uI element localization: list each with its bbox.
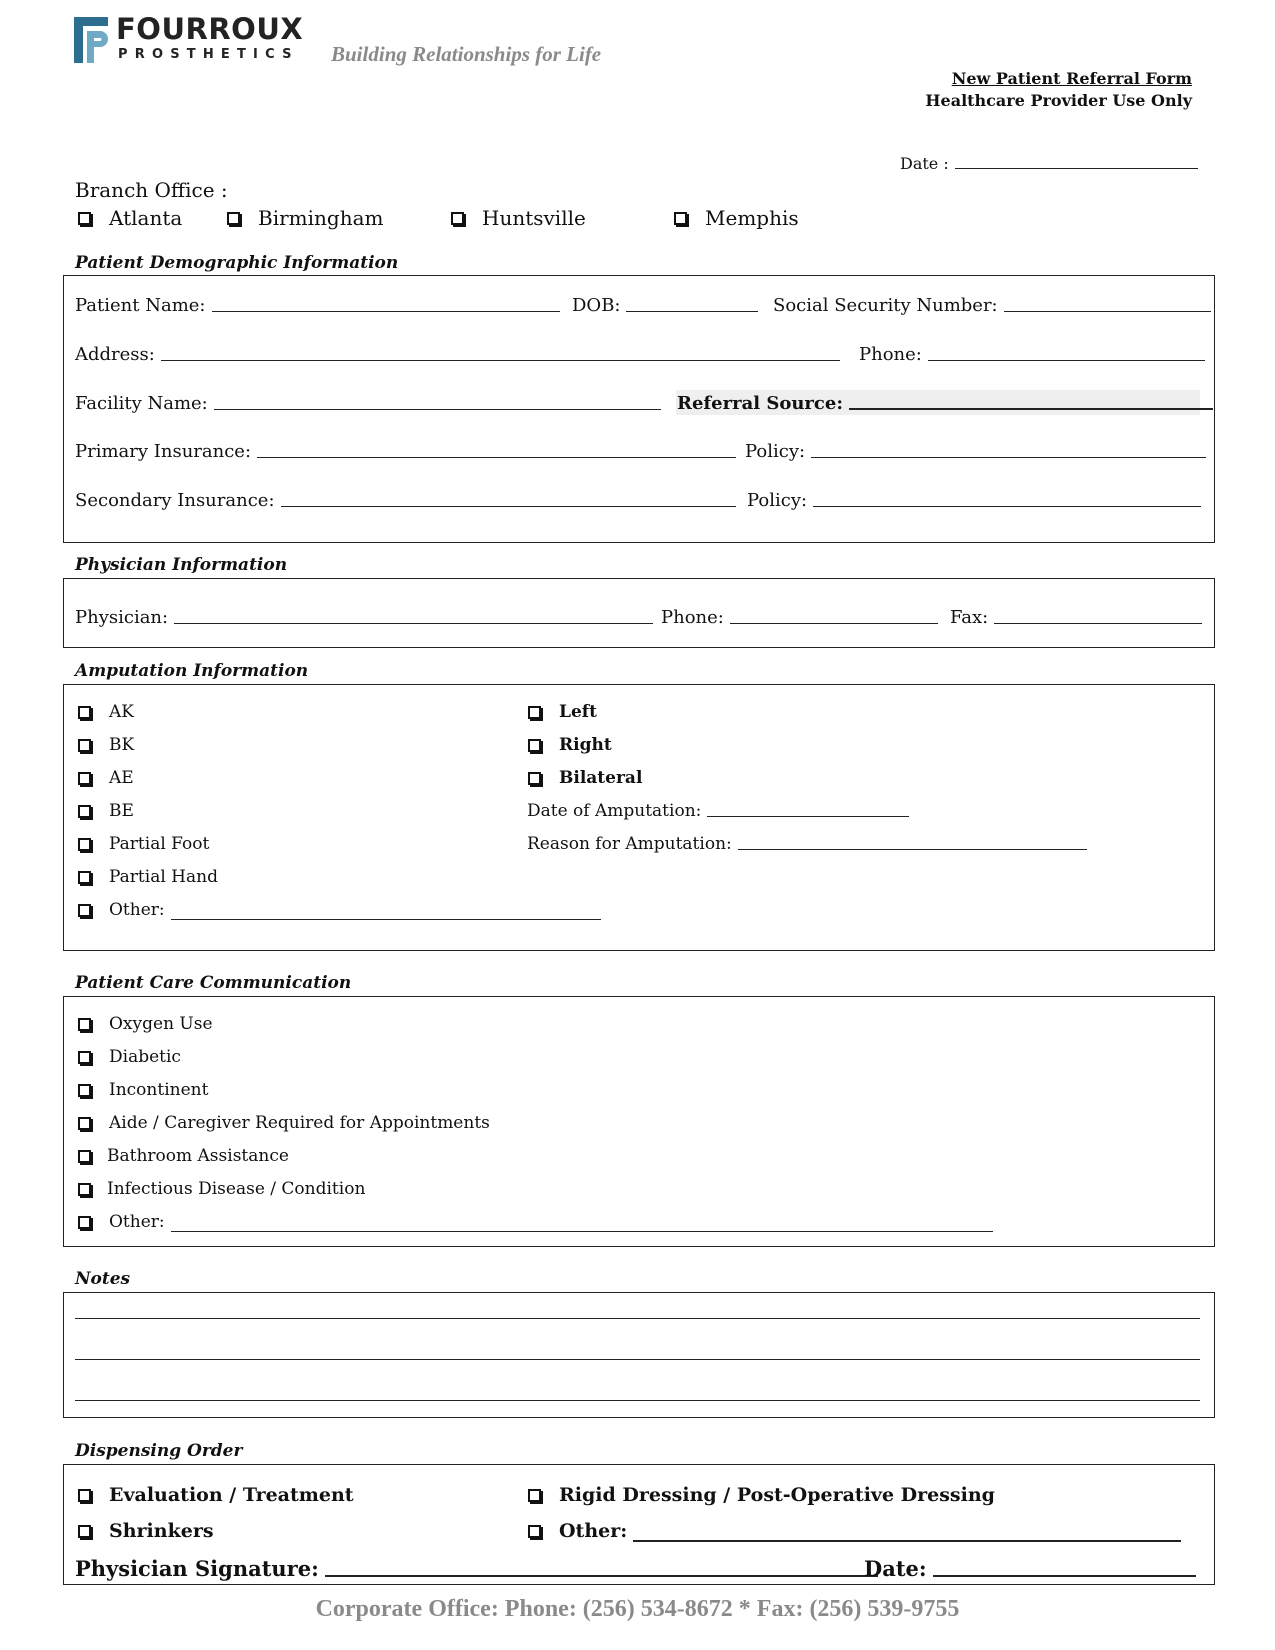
care-label-incontinent: Incontinent [109,1080,209,1100]
primary-insurance-label: Primary Insurance: [75,441,252,462]
address-field[interactable] [75,344,840,365]
side-option-left[interactable] [528,702,597,722]
side-label-right: Right [559,735,612,755]
patient-name-label: Patient Name: [75,295,206,316]
checkbox-huntsville[interactable] [451,212,464,225]
date-label: Date : [900,154,949,173]
checkbox-shrinkers[interactable] [78,1525,91,1538]
checkbox-bk[interactable] [78,739,91,752]
address-label: Address: [75,344,155,365]
dispense-label-evaluation: Evaluation / Treatment [109,1484,354,1506]
dob-line[interactable] [626,311,758,312]
checkbox-incontinent[interactable] [78,1084,91,1097]
signature-date-label: Date: [864,1556,927,1581]
amp-label-partial-foot: Partial Foot [109,834,210,854]
patient-name-field[interactable] [75,295,560,316]
checkbox-right[interactable] [528,739,541,752]
checkbox-left[interactable] [528,706,541,719]
care-label-bathroom: Bathroom Assistance [107,1146,289,1166]
amp-option-be[interactable] [78,801,134,821]
primary-insurance-line[interactable] [257,457,736,458]
care-option-bathroom[interactable] [78,1146,289,1166]
physician-signature-label: Physician Signature: [75,1556,319,1581]
amp-option-bk[interactable] [78,735,134,755]
side-label-bilateral: Bilateral [559,768,643,788]
branch-label-huntsville: Huntsville [482,206,586,230]
physician-fax-field[interactable] [950,607,1202,628]
signature-date-field[interactable] [864,1556,1196,1581]
checkbox-aide[interactable] [78,1117,91,1130]
physician-fax-line[interactable] [994,623,1202,624]
patient-phone-field[interactable] [859,344,1205,365]
primary-insurance-field[interactable] [75,441,736,462]
referral-source-label: Referral Source: [677,393,843,414]
care-option-other[interactable] [78,1212,993,1232]
secondary-policy-label: Policy: [747,490,808,511]
checkbox-diabetic[interactable] [78,1051,91,1064]
side-option-right[interactable] [528,735,612,755]
logo-wordmark: FOURROUX [116,12,304,46]
footer-contact: Corporate Office: Phone: (256) 534-8672 * Fax: (256) 539-9755 [315,1596,960,1622]
care-label-diabetic: Diabetic [109,1047,181,1067]
physician-signature-line[interactable] [325,1575,878,1577]
checkbox-rigid[interactable] [528,1489,541,1502]
checkbox-partial-hand[interactable] [78,871,91,884]
section-title-notes: Notes [75,1269,131,1289]
amp-label-bk: BK [109,735,135,755]
checkbox-care-other[interactable] [78,1216,91,1229]
checkbox-bathroom[interactable] [78,1150,91,1163]
side-label-left: Left [559,702,597,722]
physician-signature-field[interactable] [75,1556,878,1581]
care-label-aide: Aide / Caregiver Required for Appointments [109,1113,490,1133]
date-field[interactable] [900,154,1198,173]
dispense-option-rigid[interactable] [528,1484,995,1506]
company-logo [72,12,312,66]
referral-source-line[interactable] [849,408,1213,410]
physician-phone-field[interactable] [661,607,938,628]
physician-fax-label: Fax: [950,607,989,628]
date-line[interactable] [955,168,1198,169]
form-title: New Patient Referral Form [951,69,1192,88]
section-title-demographic: Patient Demographic Information [75,253,399,273]
amp-option-other[interactable] [78,900,601,920]
secondary-insurance-line[interactable] [281,506,736,507]
checkbox-partial-foot[interactable] [78,838,91,851]
branch-option-huntsville[interactable] [451,206,586,230]
dispense-label-rigid: Rigid Dressing / Post-Operative Dressing [559,1484,995,1506]
amp-label-ak: AK [109,702,134,722]
referral-source-field[interactable] [677,393,1213,414]
physician-phone-label: Phone: [661,607,724,628]
care-label-infectious: Infectious Disease / Condition [107,1179,366,1199]
logo-subtitle: PROSTHETICS [118,47,299,62]
secondary-policy-field[interactable] [747,490,1201,511]
form-subtitle: Healthcare Provider Use Only [925,91,1192,110]
notes-line-1[interactable] [75,1318,1200,1319]
primary-policy-label: Policy: [745,441,806,462]
amputation-reason-field[interactable] [527,834,1087,854]
checkbox-amp-other[interactable] [78,904,91,917]
secondary-policy-line[interactable] [813,506,1201,507]
dispense-label-other: Other: [559,1520,628,1542]
address-line[interactable] [161,360,840,361]
amp-label-be: BE [109,801,134,821]
amp-option-ae[interactable] [78,768,134,788]
dob-field[interactable] [572,295,758,316]
checkbox-infectious[interactable] [78,1183,91,1196]
dispense-label-shrinkers: Shrinkers [109,1520,214,1542]
checkbox-bilateral[interactable] [528,772,541,785]
section-title-physician: Physician Information [75,555,288,575]
patient-phone-label: Phone: [859,344,922,365]
physician-name-line[interactable] [174,623,653,624]
notes-line-3[interactable] [75,1400,1200,1401]
branch-label-memphis: Memphis [705,206,799,230]
care-option-infectious[interactable] [78,1179,365,1199]
care-option-oxygen[interactable] [78,1014,213,1034]
branch-option-birmingham[interactable] [227,206,383,230]
amputation-reason-line[interactable] [738,849,1087,850]
ssn-field[interactable] [773,295,1211,316]
branch-option-memphis[interactable] [674,206,799,230]
dispense-option-other[interactable] [528,1520,1181,1542]
primary-policy-line[interactable] [811,457,1206,458]
patient-name-line[interactable] [212,311,560,312]
amputation-date-label: Date of Amputation: [527,801,702,821]
facility-name-field[interactable] [75,393,661,414]
facility-name-line[interactable] [214,409,661,410]
patient-phone-line[interactable] [928,360,1205,361]
amputation-reason-label: Reason for Amputation: [527,834,732,854]
care-option-aide[interactable] [78,1113,490,1133]
care-label-oxygen: Oxygen Use [109,1014,213,1034]
checkbox-memphis[interactable] [674,212,687,225]
amputation-date-field[interactable] [527,801,909,821]
checkbox-oxygen[interactable] [78,1018,91,1031]
side-option-bilateral[interactable] [528,768,642,788]
checkbox-dispense-other[interactable] [528,1525,541,1538]
amp-label-partial-hand: Partial Hand [109,867,218,887]
checkbox-evaluation[interactable] [78,1489,91,1502]
dob-label: DOB: [572,295,621,316]
section-title-care: Patient Care Communication [75,973,352,993]
physician-name-label: Physician: [75,607,169,628]
dispense-other-line[interactable] [633,1540,1181,1542]
physician-phone-line[interactable] [730,623,938,624]
ssn-label: Social Security Number: [773,295,998,316]
checkbox-ae[interactable] [78,772,91,785]
tagline: Building Relationships for Life [331,42,602,66]
ssn-line[interactable] [1004,311,1211,312]
secondary-insurance-field[interactable] [75,490,736,511]
care-option-incontinent[interactable] [78,1080,208,1100]
section-title-dispensing: Dispensing Order [75,1441,243,1461]
amp-other-line[interactable] [171,919,601,920]
amp-label-ae: AE [109,768,134,788]
branch-office-label: Branch Office : [75,178,228,202]
checkbox-be[interactable] [78,805,91,818]
facility-name-label: Facility Name: [75,393,208,414]
branch-option-atlanta[interactable] [78,206,182,230]
amputation-date-line[interactable] [707,816,909,817]
amp-option-partial-foot[interactable] [78,834,209,854]
checkbox-ak[interactable] [78,706,91,719]
signature-date-line[interactable] [933,1575,1196,1577]
amp-label-other: Other: [109,900,165,920]
primary-policy-field[interactable] [745,441,1206,462]
checkbox-atlanta[interactable] [78,212,91,225]
branch-label-birmingham: Birmingham [258,206,384,230]
checkbox-birmingham[interactable] [227,212,240,225]
care-other-line[interactable] [171,1231,993,1232]
amp-option-ak[interactable] [78,702,134,722]
amp-option-partial-hand[interactable] [78,867,218,887]
physician-name-field[interactable] [75,607,653,628]
dispense-option-evaluation[interactable] [78,1484,354,1506]
logo-mark-icon [72,17,110,63]
care-label-other: Other: [109,1212,165,1232]
dispense-option-shrinkers[interactable] [78,1520,214,1542]
section-title-amputation: Amputation Information [75,661,309,681]
secondary-insurance-label: Secondary Insurance: [75,490,275,511]
branch-label-atlanta: Atlanta [109,206,183,230]
care-option-diabetic[interactable] [78,1047,181,1067]
notes-line-2[interactable] [75,1359,1200,1360]
